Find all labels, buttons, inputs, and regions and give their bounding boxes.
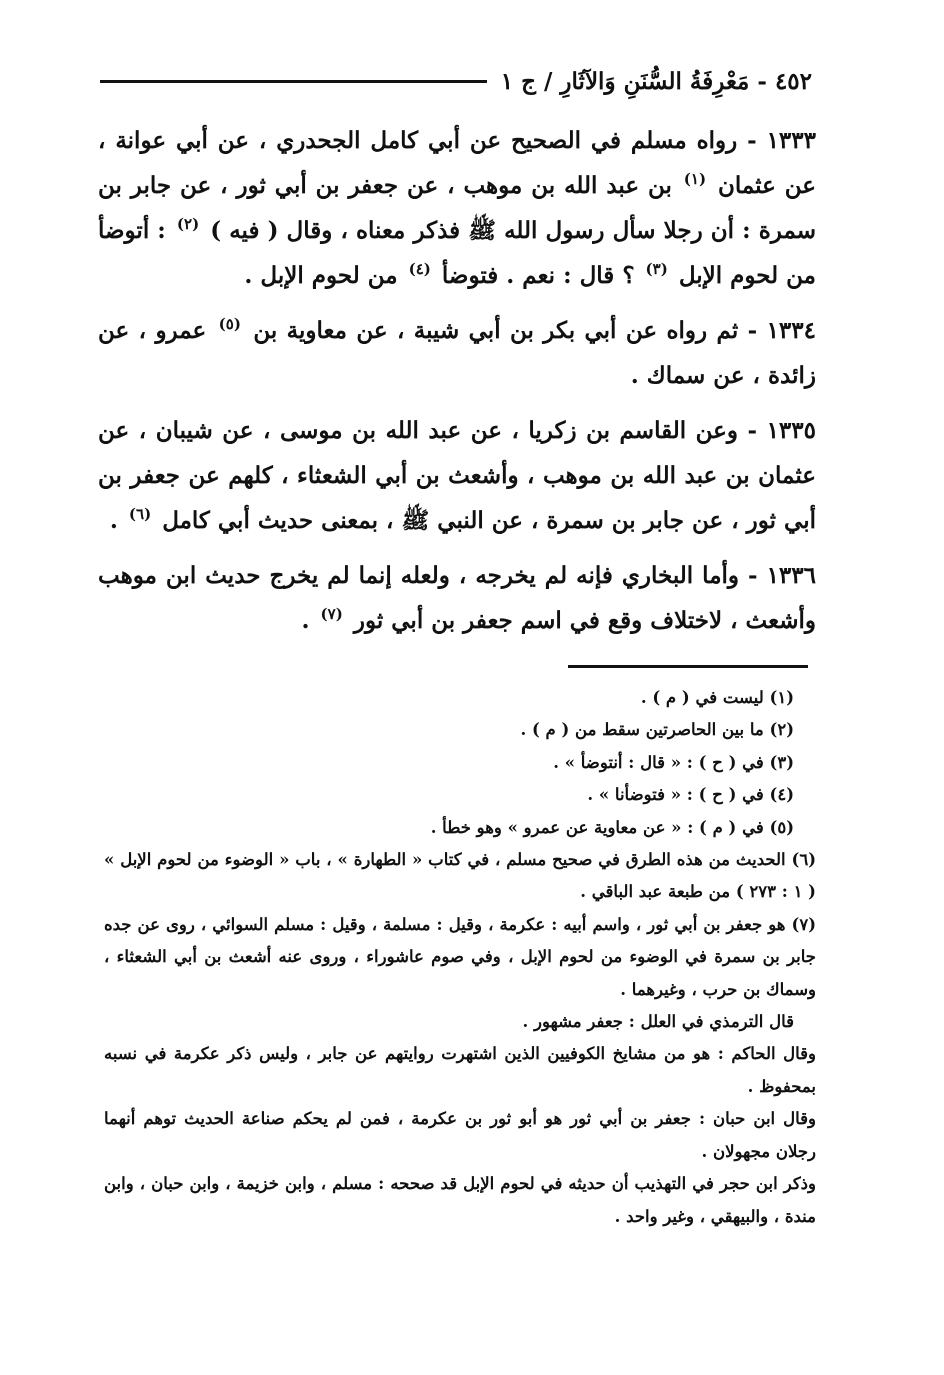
footnote-4: (٤) في ( ح ) : « فتوضأنا » .	[587, 785, 794, 805]
footnote-7-ibn-hibban: وقال ابن حبان : جعفر بن أبي ثور هو أبو ثور بن عكرمة ، فمن لم يحكم صناعة الحديث توهم أنهما رجلان مجهولان .	[104, 1109, 816, 1161]
running-header-title: ٤٥٢ - مَعْرِفَةُ السُّنَنِ وَالآثَارِ / ج ١	[500, 67, 812, 95]
footnote-ref[interactable]: (٢)	[176, 215, 200, 234]
footnote-7-ibn-hajar: وذكر ابن حجر في التهذيب أن حديثه في لحوم الإبل قد صححه : مسلم ، وابن خزيمة ، وابن حبان ، وابن مندة ، والبيهقي ، وغير واحد .	[104, 1174, 816, 1226]
footnote-1: (١) ليست في ( م ) .	[640, 688, 794, 707]
page-header	[100, 60, 812, 102]
footnote-ref[interactable]: (٦)	[128, 505, 152, 524]
footnote-separator	[568, 665, 808, 668]
paragraph-1336: ١٣٣٦ - وأما البخاري فإنه لم يخرجه ، ولعله إنما لم يخرج حديث ابن موهب وأشعث ، لاختلاف وقع في اسم جعفر بن أبي ثور $^{(٧)}$ .	[98, 562, 816, 634]
footnote-7: (٧) هو جعفر بن أبي ثور ، واسم أبيه : عكرمة ، وقيل : مسلمة ، وقيل : مسلم السوائي ، روى عن جده جابر بن سمرة في الوضوء من لحوم الإبل ، وفي صوم عاشوراء ، وروى عنه أشعث بن أبي الشعثاء ، وسماك بن حرب ، وغيرهما .	[104, 914, 816, 999]
footnotes	[104, 682, 816, 1233]
main-text	[98, 118, 816, 653]
footnote-7-tirmidhi: قال الترمذي في العلل : جعفر مشهور .	[522, 1012, 794, 1032]
footnote-ref[interactable]: (٤)	[408, 260, 431, 279]
footnote-2: (٢) ما بين الحاصرتين سقط من ( م ) .	[520, 720, 794, 740]
footnote-7-hakim: وقال الحاكم : هو من مشايخ الكوفيين الذين اشتهرت روايتهم عن جابر ، وليس ذكر عكرمة في نسبه بمحفوظ .	[104, 1044, 816, 1096]
header-rule	[100, 80, 487, 83]
paragraph-1335: ١٣٣٥ - وعن القاسم بن زكريا ، عن عبد الله بن موسى ، عن شيبان ، عن عثمان بن عبد الله بن موهب ، وأشعث بن أبي الشعثاء ، كلهم عن جعفر بن أبي ثور ، عن جابر بن سمرة ، عن النبي ﷺ ، بمعنى حديث أبي كامل $^{(٦)}$ .	[98, 417, 816, 534]
footnote-ref[interactable]: (١)	[683, 170, 707, 189]
footnote-5: (٥) في ( م ) : « عن معاوية عن عمرو » وهو خطأ .	[430, 817, 794, 837]
footnote-6: (٦) الحديث من هذه الطرق في صحيح مسلم ، في كتاب « الطهارة » ، باب « الوضوء من لحوم الإبل » ( ١ : ٢٧٣ ) من طبعة عبد الباقي .	[104, 850, 816, 902]
paragraph-1333: ١٣٣٣ - رواه مسلم في الصحيح عن أبي كامل الجحدري ، عن أبي عوانة ، عن عثمان $^{(١)}$ بن عبد الله بن موهب ، عن جعفر بن أبي ثور ، عن جابر بن سمرة : أن رجلا سأل رسول الله ﷺ فذكر معناه ، وقال ( فيه ) $^{(٢)}$ : أتوضأ من لحوم الإبل $^{(٣)}$ ؟ قال : نعم . فتوضأ $^{(٤)}$ من لحوم الإبل .	[98, 127, 817, 289]
paragraph-1334: ١٣٣٤ - ثم رواه عن أبي بكر بن أبي شيبة ، عن معاوية بن $^{(٥)}$ عمرو ، عن زائدة ، عن سماك .	[98, 315, 816, 389]
footnote-ref[interactable]: (٧)	[320, 605, 343, 624]
footnote-ref[interactable]: (٣)	[645, 260, 668, 279]
footnote-3: (٣) في ( ح ) : « قال : أنتوضأ » .	[553, 752, 794, 772]
footnote-ref[interactable]: (٥)	[218, 315, 241, 334]
